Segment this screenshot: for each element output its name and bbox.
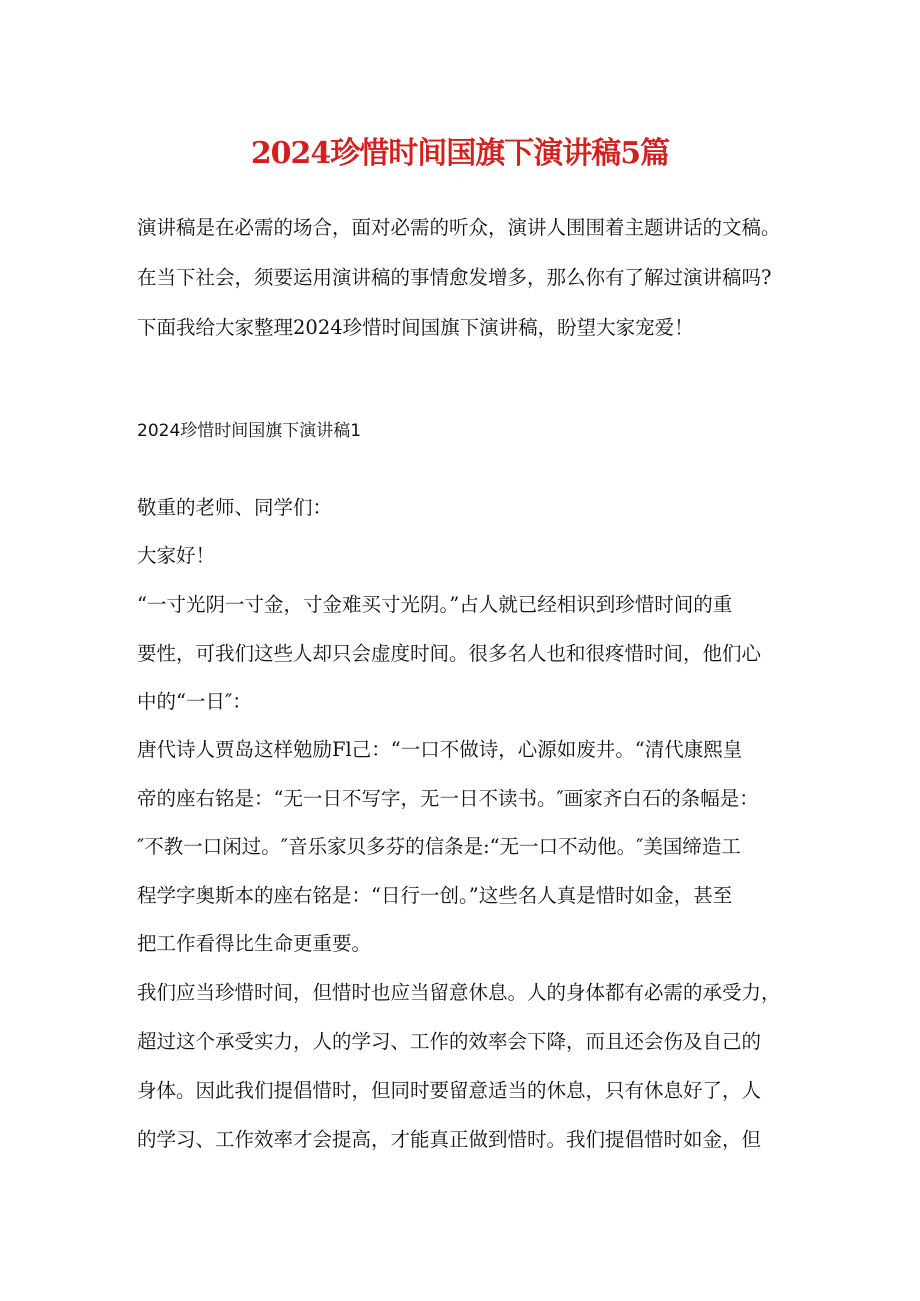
section-heading: 2024珍惜时间国旗下演讲稿1 (137, 421, 362, 441)
salutation: 敬重的老师、同学们： (137, 496, 333, 519)
paragraph-line: 要性，可我们这些人却只会虚度时间。很多名人也和很疼惜时间，他们心 (137, 642, 762, 665)
paragraph-line: 我们应当珍惜时间，但惜时也应当留意休息。人的身体都有必需的承受力， (137, 981, 781, 1004)
document-title: 2024珍惜时间国旗下演讲稿5篇 (250, 136, 670, 171)
greeting: 大家好！ (137, 544, 216, 567)
paragraph-line: ″不教一口闲过。″音乐家贝多芬的信条是:“无一口不动他。″美国缔造工 (137, 835, 741, 858)
paragraph-line: 帝的座右铭是：“无一日不写字，无一日不读书。″画家齐白石的条幅是： (137, 787, 759, 810)
paragraph-line: 超过这个承受实力，人的学习、工作的效率会下降，而且还会伤及自己的 (137, 1030, 762, 1053)
paragraph-line: 把工作看得比生命更重要。 (137, 932, 372, 955)
paragraph-line: 的学习、工作效率才会提高，才能真正做到惜时。我们提倡惜时如金，但 (137, 1128, 762, 1151)
intro-line: 演讲稿是在必需的场合，面对必需的听众，演讲人围围着主题讲话的文稿。 (137, 216, 781, 239)
paragraph-line: 唐代诗人贾岛这样勉励Fl己：“一口不做诗，心源如废井。“清代康熙皇 (137, 738, 743, 761)
intro-line: 下面我给大家整理2024珍惜时间国旗下演讲稿，盼望大家宠爱！ (137, 316, 694, 339)
paragraph-line: 程学字奥斯本的座右铭是：“日行一创。”这些名人真是惜时如金，甚至 (137, 884, 733, 907)
paragraph-line: 身体。因此我们提倡惜时，但同时要留意适当的休息，只有休息好了，人 (137, 1079, 762, 1102)
paragraph-line: 中的“一日″： (137, 690, 252, 713)
intro-line: 在当下社会，须要运用演讲稿的事情愈发增多，那么你有了解过演讲稿吗? (137, 266, 772, 289)
paragraph-line: “一寸光阴一寸金，寸金难买寸光阴。”占人就已经相识到珍惜时间的重 (137, 593, 733, 616)
